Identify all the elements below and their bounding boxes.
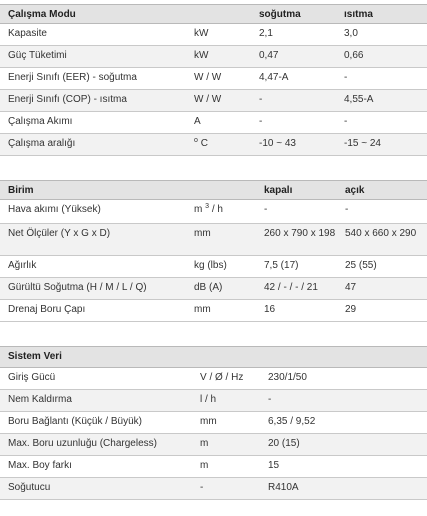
row-label: Drenaj Boru Çapı (8, 304, 86, 315)
row-value-outdoor: 29 (345, 304, 357, 315)
flow-base: m (194, 204, 203, 215)
table-header (0, 346, 427, 368)
row-label: Kapasite (8, 28, 47, 39)
row-label: Boru Bağlantı (Küçük / Büyük) (8, 416, 142, 427)
row-label: Max. Boru uzunluğu (Chargeless) (8, 438, 157, 449)
row-label: Enerji Sınıfı (COP) - ısıtma (8, 94, 127, 105)
header-outdoor: açık (345, 185, 365, 196)
table-row (0, 224, 427, 256)
table-row (0, 46, 427, 68)
row-unit: A (194, 116, 201, 127)
row-value-indoor: 260 x 790 x 198 (264, 228, 336, 239)
row-label: Hava akımı (Yüksek) (8, 204, 101, 215)
row-unit: l / h (200, 394, 217, 405)
table-row (0, 90, 427, 112)
row-unit: V / Ø / Hz (200, 372, 244, 383)
row-value-heating: -15 ~ 24 (344, 138, 381, 149)
row-label: Enerji Sınıfı (EER) - soğutma (8, 72, 137, 83)
row-value: - (268, 394, 272, 405)
degree-sign: o (194, 137, 198, 144)
row-label: Giriş Gücü (8, 372, 56, 383)
header-cooling: soğutma (259, 9, 301, 20)
row-value-outdoor: - (345, 204, 349, 215)
flow-exponent: 3 (205, 203, 210, 210)
row-unit: m (200, 460, 209, 471)
header-indoor: kapalı (264, 185, 293, 196)
row-value-cooling: - (259, 94, 263, 105)
row-value: 230/1/50 (268, 372, 307, 383)
row-value-heating: - (344, 72, 348, 83)
row-unit: m (200, 438, 209, 449)
row-unit: W / W (194, 72, 222, 83)
table-row (0, 456, 427, 478)
row-value-outdoor: 540 x 660 x 290 (345, 228, 417, 239)
row-label: Gürültü Soğutma (H / M / L / Q) (8, 282, 147, 293)
table-row (0, 412, 427, 434)
table-row (0, 368, 427, 390)
header-heating: ısıtma (344, 9, 373, 20)
row-value-indoor: 7,5 (17) (264, 260, 299, 271)
table-header (0, 4, 427, 24)
table-row (0, 24, 427, 46)
row-label: Net Ölçüler (Y x G x D) (8, 228, 111, 239)
table-row (0, 278, 427, 300)
row-label: Ağırlık (8, 260, 37, 271)
row-label: Nem Kaldırma (8, 394, 72, 405)
row-value-cooling: 0,47 (259, 50, 279, 61)
row-value-outdoor: 25 (55) (345, 260, 377, 271)
table-header (0, 180, 427, 200)
row-unit: - (200, 482, 204, 493)
table-row (0, 200, 427, 224)
header-label: Birim (8, 185, 34, 196)
table-row (0, 68, 427, 90)
row-unit: mm (200, 416, 217, 427)
airflow-unit (194, 200, 223, 216)
row-value-cooling: 2,1 (259, 28, 273, 39)
row-value-heating: 0,66 (344, 50, 364, 61)
row-unit: kg (lbs) (194, 260, 227, 271)
row-unit: mm (194, 228, 211, 239)
row-value-indoor: - (264, 204, 268, 215)
row-unit: kW (194, 28, 209, 39)
header-label: Çalışma Modu (8, 9, 76, 20)
row-unit: dB (A) (194, 282, 223, 293)
row-value-indoor: 42 / - / - / 21 (264, 282, 318, 293)
flow-tail: / h (211, 204, 223, 215)
row-unit: kW (194, 50, 209, 61)
row-value: 15 (268, 460, 280, 471)
row-value-cooling: 4,47-A (259, 72, 289, 83)
table-row (0, 434, 427, 456)
row-label: Soğutucu (8, 482, 51, 493)
row-label: Güç Tüketimi (8, 50, 67, 61)
row-value-outdoor: 47 (345, 282, 357, 293)
table-row (0, 478, 427, 500)
table-row (0, 390, 427, 412)
row-value-indoor: 16 (264, 304, 276, 315)
row-value-heating: 4,55-A (344, 94, 374, 105)
row-label: Çalışma Akımı (8, 116, 73, 127)
row-unit: mm (194, 304, 211, 315)
row-value: R410A (268, 482, 299, 493)
row-label: Max. Boy farkı (8, 460, 72, 471)
row-label: Çalışma aralığı (8, 138, 76, 149)
row-value: 20 (15) (268, 438, 300, 449)
row-value-cooling: -10 ~ 43 (259, 138, 296, 149)
row-value: 6,35 / 9,52 (268, 416, 316, 427)
table-row (0, 112, 427, 134)
table-row (0, 300, 427, 322)
celsius-letter: C (200, 138, 208, 149)
row-value-heating: 3,0 (344, 28, 358, 39)
row-value-heating: - (344, 116, 348, 127)
celsius-unit (194, 134, 208, 150)
header-label: Sistem Veri (8, 351, 62, 362)
table-row (0, 134, 427, 156)
row-value-cooling: - (259, 116, 263, 127)
table-row (0, 256, 427, 278)
row-unit: W / W (194, 94, 222, 105)
